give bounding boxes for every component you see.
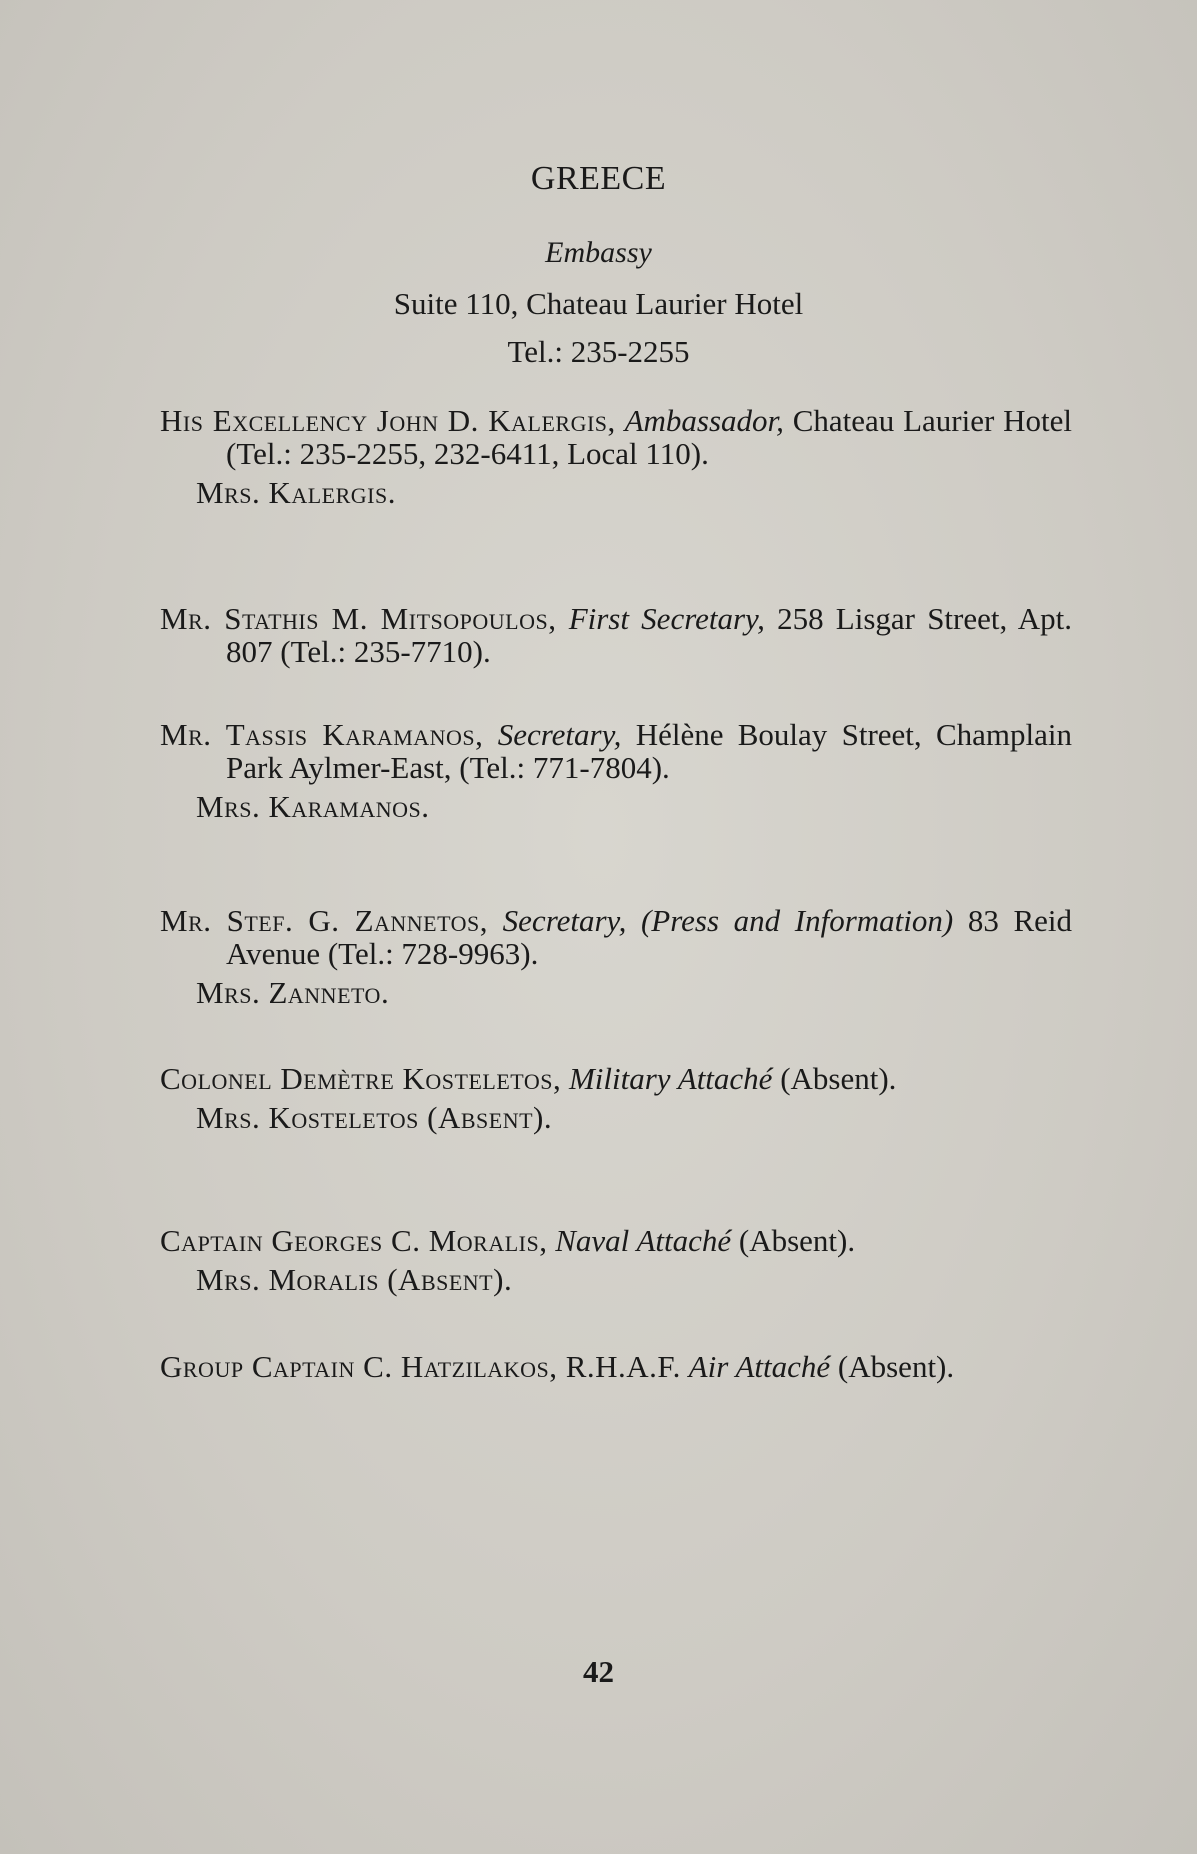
person-name: Mr. Stef. G. Zannetos, [160, 903, 489, 938]
person-details: 83 Reid Avenue (Tel.: 728-9963). [226, 903, 1072, 971]
country-heading: GREECE [530, 160, 667, 197]
person-title: First Secretary, [568, 601, 765, 636]
person-title: Air Attaché [688, 1349, 831, 1384]
person-name: Mr. Stathis M. Mitsopoulos, [160, 601, 557, 636]
entry-main [160, 1062, 1072, 1095]
office-label: Embassy [545, 236, 652, 269]
person-details: (Absent). [738, 1223, 856, 1258]
spouse-name: Mrs. Kosteletos (Absent). [196, 1100, 553, 1135]
directory-entry [160, 904, 1072, 1009]
person-name: Colonel Demètre Kosteletos, [160, 1061, 562, 1096]
page-number: 42 [583, 1654, 614, 1689]
person-title: Secretary, [497, 717, 622, 752]
spouse-name: Mrs. Zanneto. [196, 975, 390, 1010]
directory-entry [160, 404, 1072, 509]
entry-main [160, 602, 1072, 668]
person-title: Military Attaché [568, 1061, 773, 1096]
embassy-telephone: Tel.: 235-2255 [507, 334, 690, 369]
directory-entry [160, 718, 1072, 823]
directory-entry [160, 1062, 1072, 1134]
directory-entry [160, 1224, 1072, 1296]
person-name: Group Captain C. Hatzilakos, R.H.A.F. [160, 1349, 681, 1384]
person-name: Captain Georges C. Moralis, [160, 1223, 548, 1258]
entry-main [160, 718, 1072, 784]
person-details: Hélène Boulay Street, Champlain Park Aylmer-East, (Tel.: 771-7804). [226, 717, 1072, 785]
entry-main [160, 904, 1072, 970]
person-name: Mr. Tassis Karamanos, [160, 717, 484, 752]
person-title: Secretary, (Press and Information) [502, 903, 954, 938]
person-details: (Absent). [780, 1061, 897, 1096]
entry-main [160, 1350, 1072, 1383]
person-name: His Excellency John D. Kalergis, [160, 403, 616, 438]
person-title: Naval Attaché [555, 1223, 732, 1258]
directory-entry [160, 1350, 1072, 1383]
person-details: (Absent). [837, 1349, 955, 1384]
person-title: Ambassador, [624, 403, 784, 438]
person-details: 258 Lisgar Street, Apt. 807 (Tel.: 235-7710). [226, 601, 1073, 669]
spouse-name: Mrs. Kalergis. [196, 475, 396, 510]
directory-entry [160, 602, 1072, 668]
embassy-address: Suite 110, Chateau Laurier Hotel [393, 286, 804, 321]
spouse-name: Mrs. Moralis (Absent). [196, 1262, 513, 1297]
spouse-name: Mrs. Karamanos. [196, 789, 430, 824]
person-details: Chateau Laurier Hotel (Tel.: 235-2255, 232-6411, Local 110). [226, 403, 1073, 471]
entry-main [160, 404, 1072, 470]
entry-main [160, 1224, 1072, 1257]
